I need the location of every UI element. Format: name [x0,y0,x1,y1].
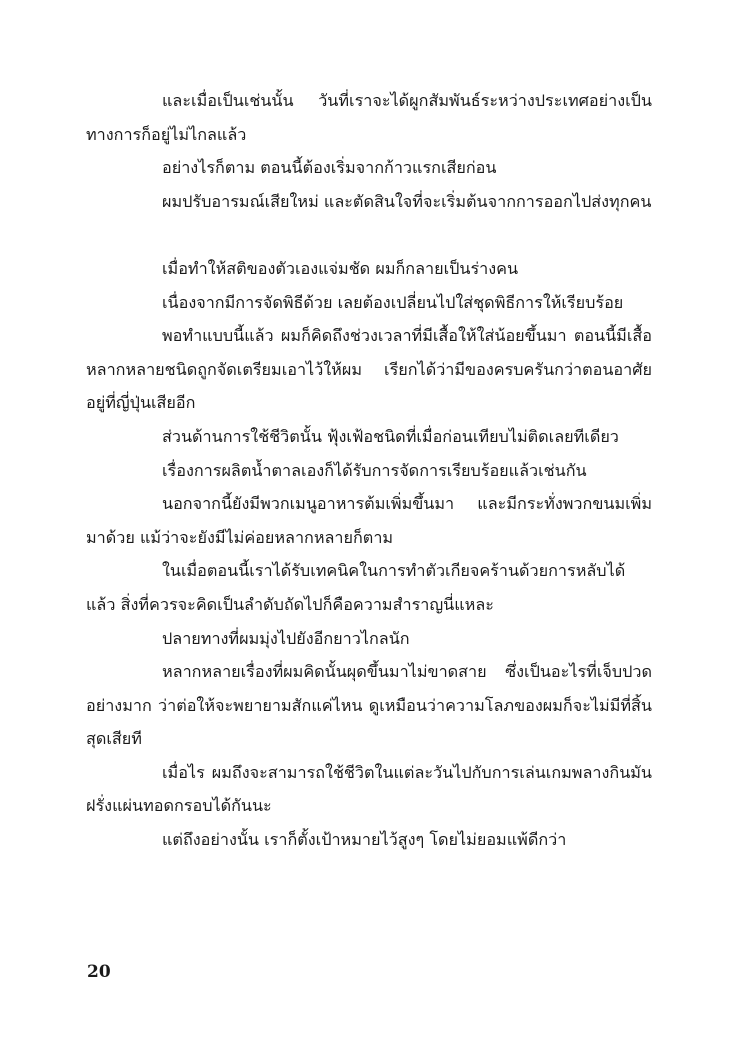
paragraph: และเมื่อเป็นเช่นนั้น วันที่เราจะได้ผูกสัมพันธ์ระหว่างประเทศอย่างเป็นทางการก็อยู่ไม่ไกลแล้ว [86,91,652,144]
paragraph: ปลายทางที่ผมมุ่งไปยังอีกยาวไกลนัก [162,628,410,648]
paragraph: พอทำแบบนี้แล้ว ผมก็คิดถึงช่วงเวลาที่มีเสื้อให้ใส่น้อยขึ้นมา ตอนนี้มีเสื้อหลากหลายชนิดถูกจัดเตรียมเอาไว้ให้ผม เรียกได้ว่ามีของครบครันกว่าตอนอาศัยอยู่ที่ญี่ปุ่นเสียอีก [86,326,652,413]
section-break [86,218,652,252]
page-number: 20 [87,962,111,982]
paragraph: เมื่อทำให้สติของตัวเองแจ่มชัด ผมก็กลายเป็นร่างคน [162,258,519,278]
paragraph: เนื่องจากมีการจัดพิธีด้วย เลยต้องเปลี่ยนไปใส่ชุดพิธีการให้เรียบร้อย [162,292,624,312]
paragraph: เรื่องการผลิตน้ำตาลเองก็ได้รับการจัดการเรียบร้อยแล้วเช่นกัน [162,460,587,480]
paragraph: ผมปรับอารมณ์เสียใหม่ และตัดสินใจที่จะเริ่มต้นจากการออกไปส่งทุกคน [162,191,652,211]
paragraph: นอกจากนี้ยังมีพวกเมนูอาหารต้มเพิ่มขึ้นมา และมีกระทั่งพวกขนมเพิ่มมาด้วย แม้ว่าจะยังมีไม่ค่อยหลากหลายก็ตาม [86,494,652,547]
paragraph: แต่ถึงอย่างนั้น เราก็ตั้งเป้าหมายไว้สูงๆ โดยไม่ยอมแพ้ดีกว่า [162,830,567,850]
body-text [86,84,652,857]
paragraph: ในเมื่อตอนนี้เราได้รับเทคนิคในการทำตัวเกียจคร้านด้วยการหลับได้แล้ว สิ่งที่ควรจะคิดเป็นลำดับถัดไปก็คือความสำราญนี่แหละ [86,561,626,614]
paragraph: ส่วนด้านการใช้ชีวิตนั้น ฟุ้งเฟ้อชนิดที่เมื่อก่อนเทียบไม่ติดเลยทีเดียว [162,426,619,446]
paragraph: เมื่อไร ผมถึงจะสามารถใช้ชีวิตในแต่ละวันไปกับการเล่นเกมพลางกินมันฝรั่งแผ่นทอดกรอบได้กันนะ [86,762,652,816]
paragraph: หลากหลายเรื่องที่ผมคิดนั้นผุดขึ้นมาไม่ขาดสาย ซึ่งเป็นอะไรที่เจ็บปวดอย่างมาก ว่าต่อให้จะพยายามสักแค่ไหน ดูเหมือนว่าความโลภของผมก็จะไม่มีที่สิ้นสุดเสียที [86,662,652,749]
paragraph: อย่างไรก็ตาม ตอนนี้ต้องเริ่มจากก้าวแรกเสียก่อน [162,158,497,178]
